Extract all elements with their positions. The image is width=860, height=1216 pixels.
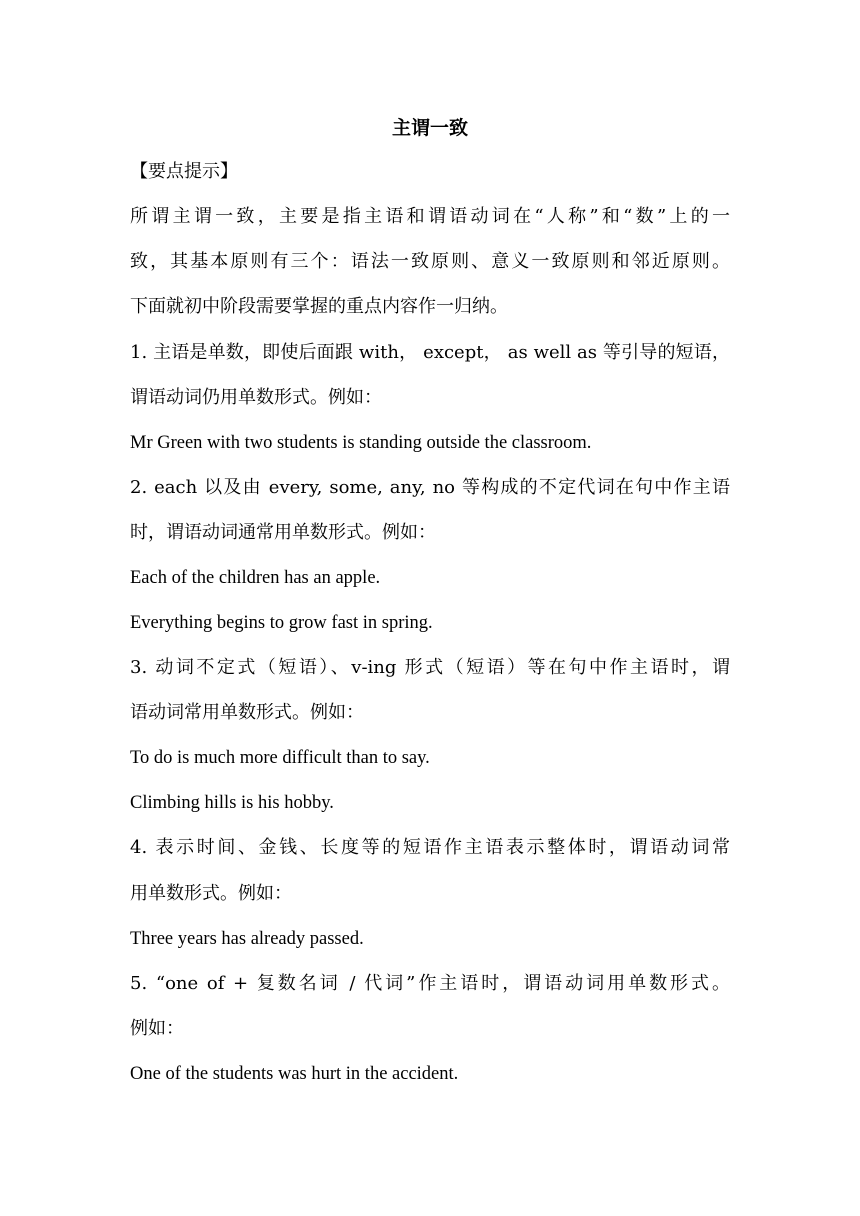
rule-1-example-1: Mr Green with two students is standing outside the classroom. [130, 433, 592, 453]
rule-3-line-1: 3. 动词不定式（短语）、v-ing 形式（短语）等在句中作主语时，谓 [130, 657, 730, 678]
rule-3-example-2: Climbing hills is his hobby. [130, 793, 334, 813]
rule-1-line-2: 谓语动词仍用单数形式。例如： [130, 387, 382, 408]
rule-2-line-2: 时，谓语动词通常用单数形式。例如： [130, 522, 436, 543]
intro-line-2: 致，其基本原则有三个：语法一致原则、意义一致原则和邻近原则。 [130, 251, 730, 272]
intro-line-3: 下面就初中阶段需要掌握的重点内容作一归纳。 [130, 296, 508, 317]
rule-4-example-1: Three years has already passed. [130, 929, 364, 949]
rule-5-line-1: 5. “one of + 复数名词 / 代词”作主语时，谓语动词用单数形式。 [130, 973, 730, 994]
rule-5-example-1: One of the students was hurt in the accident. [130, 1064, 459, 1084]
rule-4-line-2: 用单数形式。例如： [130, 883, 292, 904]
rule-2-example-1: Each of the children has an apple. [130, 568, 381, 588]
rule-3-line-2: 语动词常用单数形式。例如： [130, 702, 364, 723]
rule-2-line-1: 2. each 以及由 every, some, any, no 等构成的不定代词在句中作主语 [130, 477, 730, 498]
intro-line-1: 所谓主谓一致，主要是指主语和谓语动词在“人称”和“数”上的一 [130, 206, 730, 227]
rule-5-line-2: 例如： [130, 1018, 184, 1039]
rule-2-example-2: Everything begins to grow fast in spring. [130, 613, 433, 633]
rule-3-example-1: To do is much more difficult than to say. [130, 748, 430, 768]
section-heading: 【要点提示】 [130, 161, 238, 182]
document-title: 主谓一致 [391, 117, 468, 139]
rule-4-line-1: 4. 表示时间、金钱、长度等的短语作主语表示整体时，谓语动词常 [130, 837, 730, 858]
rule-1-line-1: 1. 主语是单数，即使后面跟 with， except， as well as 等引导的短语， [130, 342, 730, 363]
